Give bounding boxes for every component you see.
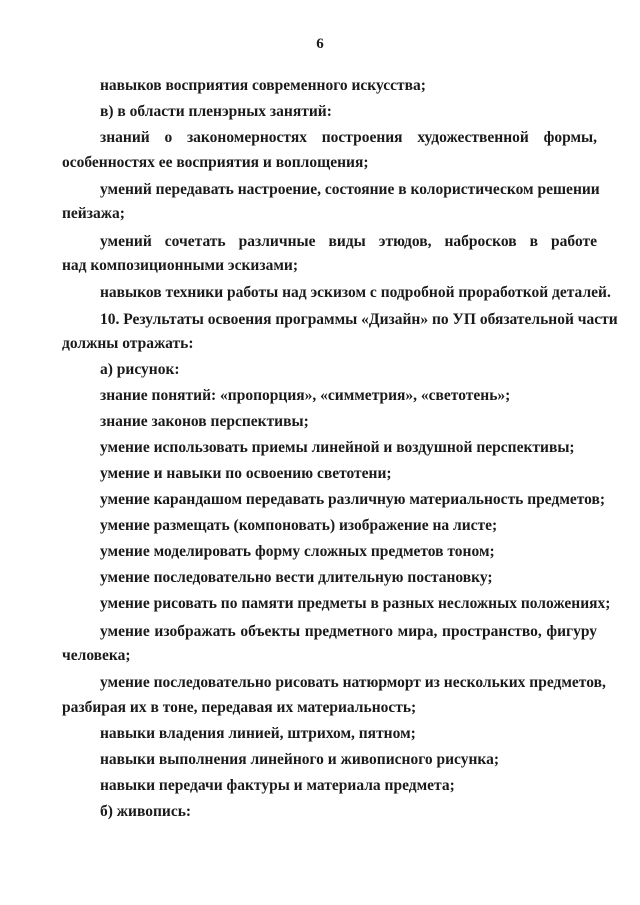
section-heading: а) рисунок: xyxy=(100,361,180,378)
text-line: над композиционными эскизами; xyxy=(62,257,298,274)
text-line: умение изображать объекты предметного мира, пространство, фигуру xyxy=(100,623,597,640)
text-line: умение рисовать по памяти предметы в разных несложных положениях; xyxy=(100,595,611,612)
text-line: должны отражать: xyxy=(62,335,194,352)
text-line: 10. Результаты освоения программы «Дизайн» по УП обязательной части xyxy=(100,311,618,328)
text-line: навыки выполнения линейного и живописного рисунка; xyxy=(100,751,499,768)
text-line: знание законов перспективы; xyxy=(100,413,309,430)
page-number: 6 xyxy=(316,36,324,52)
text-line: умений сочетать различные виды этюдов, набросков в работе xyxy=(100,233,597,250)
text-line: навыки владения линией, штрихом, пятном; xyxy=(100,725,416,742)
text-line: особенностях ее восприятия и воплощения; xyxy=(62,154,369,171)
text-line: умение последовательно рисовать натюрморт из нескольких предметов, xyxy=(100,674,606,691)
text-line: навыки передачи фактуры и материала предмета; xyxy=(100,777,455,794)
text-line: умение размещать (компоновать) изображение на листе; xyxy=(100,517,498,534)
text-line: разбирая их в тоне, передавая их материальность; xyxy=(62,699,417,716)
text-line: умение карандашом передавать различную материальность предметов; xyxy=(100,491,606,508)
text-line: знание понятий: «пропорция», «симметрия», «светотень»; xyxy=(100,387,511,404)
text-line: умений передавать настроение, состояние в колористическом решении xyxy=(100,181,600,198)
text-line: умение использовать приемы линейной и воздушной перспективы; xyxy=(100,439,575,456)
text-line: умение и навыки по освоению светотени; xyxy=(100,465,392,482)
text-line: навыков восприятия современного искусства; xyxy=(100,77,426,94)
text-line: пейзажа; xyxy=(62,205,125,222)
text-line: знаний о закономерностях построения художественной формы, xyxy=(100,129,597,146)
text-line: умение последовательно вести длительную постановку; xyxy=(100,569,493,586)
text-line: навыков техники работы над эскизом с подробной проработкой деталей. xyxy=(100,284,611,301)
section-heading: б) живопись: xyxy=(100,803,192,820)
text-line: в) в области пленэрных занятий: xyxy=(100,103,332,120)
text-line: умение моделировать форму сложных предметов тоном; xyxy=(100,543,495,560)
text-line: человека; xyxy=(62,647,131,664)
